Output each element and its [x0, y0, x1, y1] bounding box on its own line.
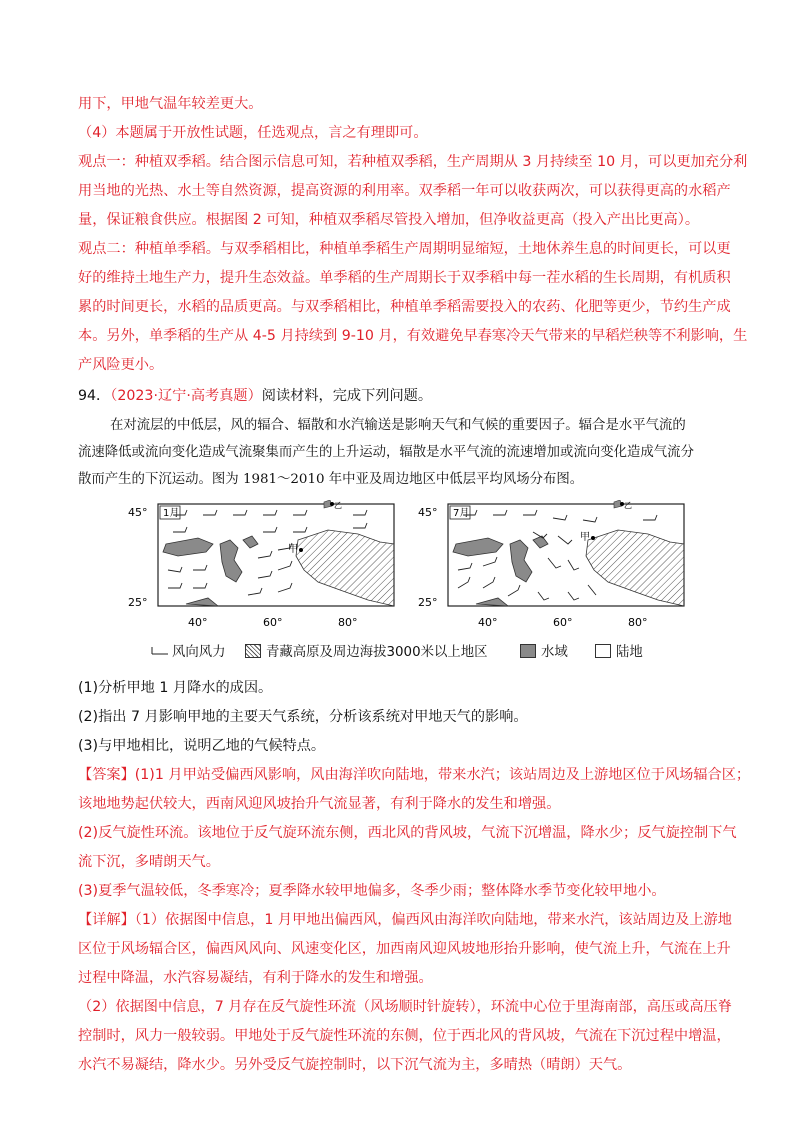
legend-land [595, 641, 643, 660]
station-jia-dot [299, 548, 303, 552]
question-instruction: 阅读材料，完成下列问题。 [261, 388, 433, 404]
map-figure-jan [118, 500, 398, 640]
intro-line: 在对流层的中低层，风的辐合、辐散和水汽输送是影响天气和气候的重要因子。辐合是水平气流的 [110, 418, 686, 433]
month-label: 7月 [453, 508, 470, 519]
text-line: 用下，甲地气温年较差更大。 [78, 96, 263, 112]
detail-line: （2）依据图中信息，7 月存在反气旋性环流（风场顺时针旋转），环流中心位于里海南部，高压或高压脊 [78, 999, 732, 1015]
question-number: 94． [78, 388, 111, 404]
lon-label: 60° [553, 616, 573, 629]
answer-line: 【答案】(1)1 月甲站受偏西风影响，风由海洋吹向陆地，带来水汽；该站周边及上游地区位于风场辐合区； [78, 767, 751, 783]
legend-wind-label: 风向风力 [172, 645, 226, 660]
sub-question: (1)分析甲地 1 月降水的成因。 [78, 680, 273, 696]
text-line: （4）本题属于开放性试题，任选观点，言之有理即可。 [78, 125, 428, 141]
lat-label: 25° [418, 596, 438, 609]
lat-label: 25° [128, 596, 148, 609]
text-line: 累的时间更长，水稻的品质更高。与双季稻相比，种植单季稻需要投入的农药、化肥等更少，节约生产成 [78, 299, 731, 315]
land-swatch-icon [595, 644, 611, 658]
text-line: 观点一：种植双季稻。结合图示信息可知，若种植双季稻，生产周期从 3 月持续至 10 月，可以更加充分利 [78, 154, 748, 170]
answer-line: (2)反气旋性环流。该地位于反气旋环流东侧，西北风的背风坡，气流下沉增温，降水少；反气旋控制下气 [78, 825, 737, 841]
lat-label: 45° [418, 506, 438, 519]
detail-line: 区位于风场辐合区，偏西风风向、风速变化区，加西南风迎风坡地形抬升影响，使气流上升，气流在上升 [78, 941, 731, 957]
legend-wind [150, 641, 226, 660]
text-line: 产风险更小。 [78, 357, 164, 373]
answer-line: 流下沉，多晴朗天气。 [78, 854, 220, 870]
legend-water [520, 641, 568, 660]
map-legend [150, 641, 670, 663]
station-jia-label: 甲 [288, 544, 298, 555]
wind-map-january [118, 500, 398, 640]
station-jia-label: 甲 [580, 532, 590, 543]
sub-question: (3)与甲地相比，说明乙地的气候特点。 [78, 738, 326, 754]
detail-line: 控制时，风力一般较弱。甲地处于反气旋性环流的东侧，位于西北风的背风坡，气流在下沉过程中增温， [78, 1028, 731, 1044]
legend-water-label: 水域 [541, 645, 568, 660]
text-line: 用当地的光热、水土等自然资源，提高资源的利用率。双季稻一年可以收获两次，可以获得更高的水稻产 [78, 183, 731, 199]
lon-label: 40° [188, 616, 208, 629]
detail-line: 【详解】（1）依据图中信息，1 月甲地出偏西风，偏西风由海洋吹向陆地，带来水汽，该站周边及上游地 [78, 912, 732, 928]
water-swatch-icon [520, 644, 536, 658]
station-jia-dot [591, 536, 595, 540]
station-yi-label: 乙 [624, 501, 632, 510]
detail-line: 水汽不易凝结，降水少。另外受反气旋控制时，以下沉气流为主，多晴热（晴朗）天气。 [78, 1057, 632, 1073]
text-line: 观点二：种植单季稻。与双季稻相比，种植单季稻生产周期明显缩短，土地休养生息的时间更长，可以更 [78, 241, 731, 257]
sub-question: (2)指出 7 月影响甲地的主要天气系统，分析该系统对甲地天气的影响。 [78, 709, 528, 725]
lon-label: 80° [628, 616, 648, 629]
lat-label: 45° [128, 506, 148, 519]
question-source: （2023·辽宁·高考真题） [110, 388, 262, 404]
detail-line: 过程中降温，水汽容易凝结，有利于降水的发生和增强。 [78, 970, 433, 986]
wind-map-july [408, 500, 688, 640]
station-yi-label: 乙 [334, 501, 342, 510]
lon-label: 80° [338, 616, 358, 629]
text-line: 本。另外，单季稻的生产从 4-5 月持续到 9-10 月，有效避免早春寒冷天气带来的早稻烂秧等不利影响，生 [78, 328, 748, 344]
text-line: 量，保证粮食供应。根据图 2 可知，种植双季稻尽管投入增加，但净收益更高（投入产出比更高）。 [78, 212, 700, 228]
map-figure-jul [408, 500, 688, 640]
question-header [78, 386, 728, 406]
answer-line: 该地地势起伏较大，西南风迎风坡抬升气流显著，有利于降水的发生和增强。 [78, 796, 561, 812]
legend-plateau [245, 641, 488, 660]
text-line: 好的维持土地生产力，提升生态效益。单季稻的生产周期长于双季稻中每一茬水稻的生长周期，有机质积 [78, 270, 731, 286]
intro-line: 散而产生的下沉运动。图为 1981～2010 年中亚及周边地区中低层平均风场分布图。 [78, 472, 584, 487]
legend-land-label: 陆地 [616, 645, 643, 660]
hatch-swatch-icon [245, 644, 261, 658]
intro-line: 流速降低或流向变化造成气流聚集而产生的上升运动，辐散是水平气流的流速增加或流向变化造成气流分 [78, 445, 694, 460]
month-label: 1月 [163, 508, 180, 519]
lon-label: 40° [478, 616, 498, 629]
answer-line: (3)夏季气温较低，冬季寒冷；夏季降水较甲地偏多，冬季少雨；整体降水季节变化较甲地小。 [78, 883, 666, 899]
legend-plateau-label: 青藏高原及周边海拔3000米以上地区 [266, 645, 488, 660]
wind-barb-icon [150, 645, 172, 657]
lon-label: 60° [263, 616, 283, 629]
